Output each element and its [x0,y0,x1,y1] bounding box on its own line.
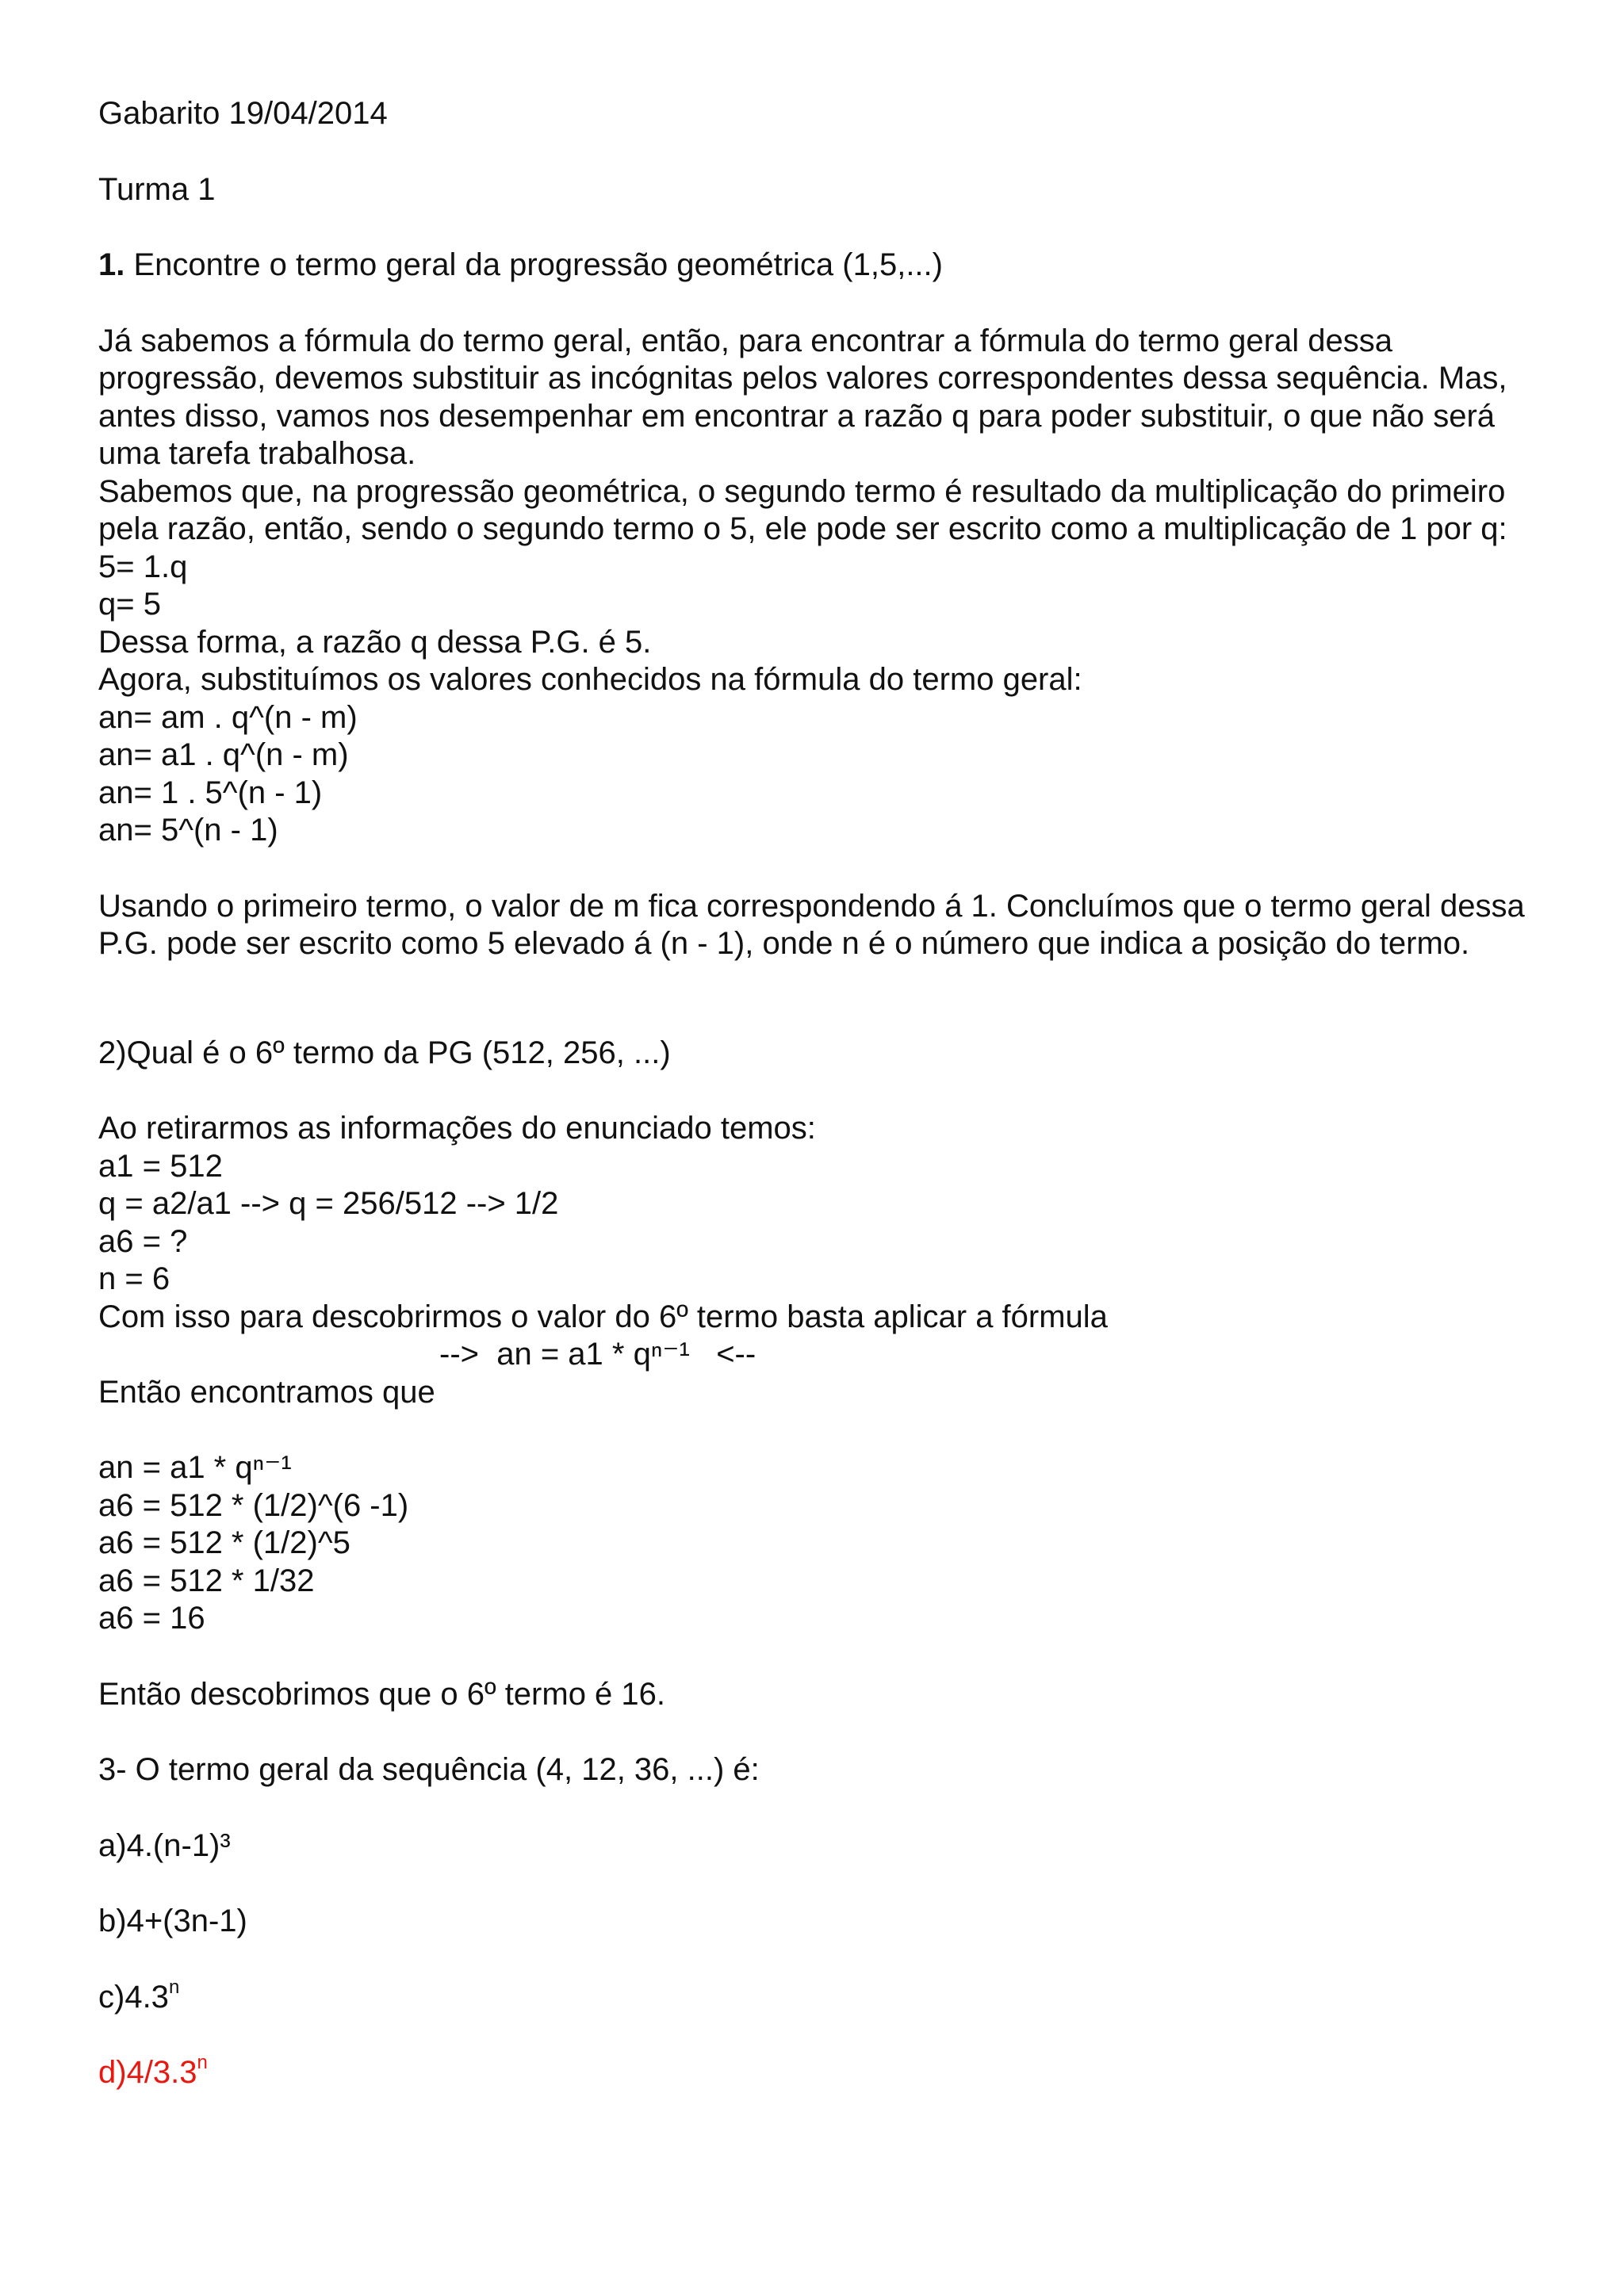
q2-step: a6 = 512 * 1/32 [98,1563,315,1598]
q2-given: n = 6 [98,1261,170,1296]
q1-line: an= 1 . 5^(n - 1) [98,775,323,810]
document-page [98,95,1526,2092]
document-title: Gabarito 19/04/2014 [98,96,388,131]
answer-option-c: c)4.3$^n$ [98,1976,180,2015]
question-1-text: Encontre o termo geral da progressão geométrica (1,5,...) [124,247,943,282]
question-2: 2)Qual é o 6º termo da PG (512, 256, ...) [98,1035,671,1070]
q1-line: an= 5^(n - 1) [98,813,278,848]
answer-option-d-correct: d)4/3.3$^n$ [98,2052,208,2090]
q2-intro: Ao retirarmos as informações do enunciado temos: [98,1111,816,1146]
question-3: 3- O termo geral da sequência (4, 12, 36, ...) é: [98,1752,760,1787]
q2-step: an = a1 * qⁿ⁻¹ [98,1450,292,1485]
q2-apply: Com isso para descobrirmos o valor do 6º termo basta aplicar a fórmula [98,1299,1108,1334]
exponent-n: n [197,2052,208,2073]
q2-then: Então encontramos que [98,1374,435,1410]
q2-step: a6 = 512 * (1/2)^(6 -1) [98,1487,409,1523]
q2-given: q = a2/a1 --> q = 256/512 --> 1/2 [98,1186,559,1221]
class-label: Turma 1 [98,171,216,207]
q1-line: Agora, substituímos os valores conhecidos na fórmula do termo geral: [98,662,1082,697]
question-1 [98,247,1526,285]
q2-given: a6 = ? [98,1223,188,1259]
q2-step: a6 = 16 [98,1601,205,1636]
q1-line: an= am . q^(n - m) [98,699,358,735]
q2-step: a6 = 512 * (1/2)^5 [98,1525,350,1560]
question-1-number: 1. [98,247,125,282]
q2-formula: --> an = a1 * qⁿ⁻¹ <-- [439,1337,756,1372]
answer-option-b: b)4+(3n-1) [98,1904,247,1938]
q2-given: a1 = 512 [98,1148,223,1184]
q1-line: an= a1 . q^(n - m) [98,737,349,772]
exponent-n: n [168,1976,180,1998]
q1-line: 5= 1.q [98,549,188,584]
q1-conclusion: Usando o primeiro termo, o valor de m fica correspondendo á 1. Concluímos que o termo geral dessa P.G. pode ser escrito como 5 elevado á (n - 1), onde n é o número que indica a posição do termo. [98,888,1525,961]
q1-paragraph-1: Já sabemos a fórmula do termo geral, então, para encontrar a fórmula do termo geral dessa progressão, devemos substituir as incógnitas pelos valores correspondentes dessa sequência. Mas, antes disso, vamos nos desempenhar em encontrar a razão q para poder substituir, o que não será uma tarefa trabalhosa. [98,323,1507,471]
q2-conclusion: Então descobrimos que o 6º termo é 16. [98,1676,666,1712]
q1-line: Dessa forma, a razão q dessa P.G. é 5. [98,624,652,660]
q1-paragraph-2: Sabemos que, na progressão geométrica, o segundo termo é resultado da multiplicação do primeiro pela razão, então, sendo o segundo termo o 5, ele pode ser escrito como a multiplicação de 1 por q: [98,473,1507,546]
q1-line: q= 5 [98,587,161,622]
answer-option-a: a)4.(n-1)³ [98,1827,231,1863]
